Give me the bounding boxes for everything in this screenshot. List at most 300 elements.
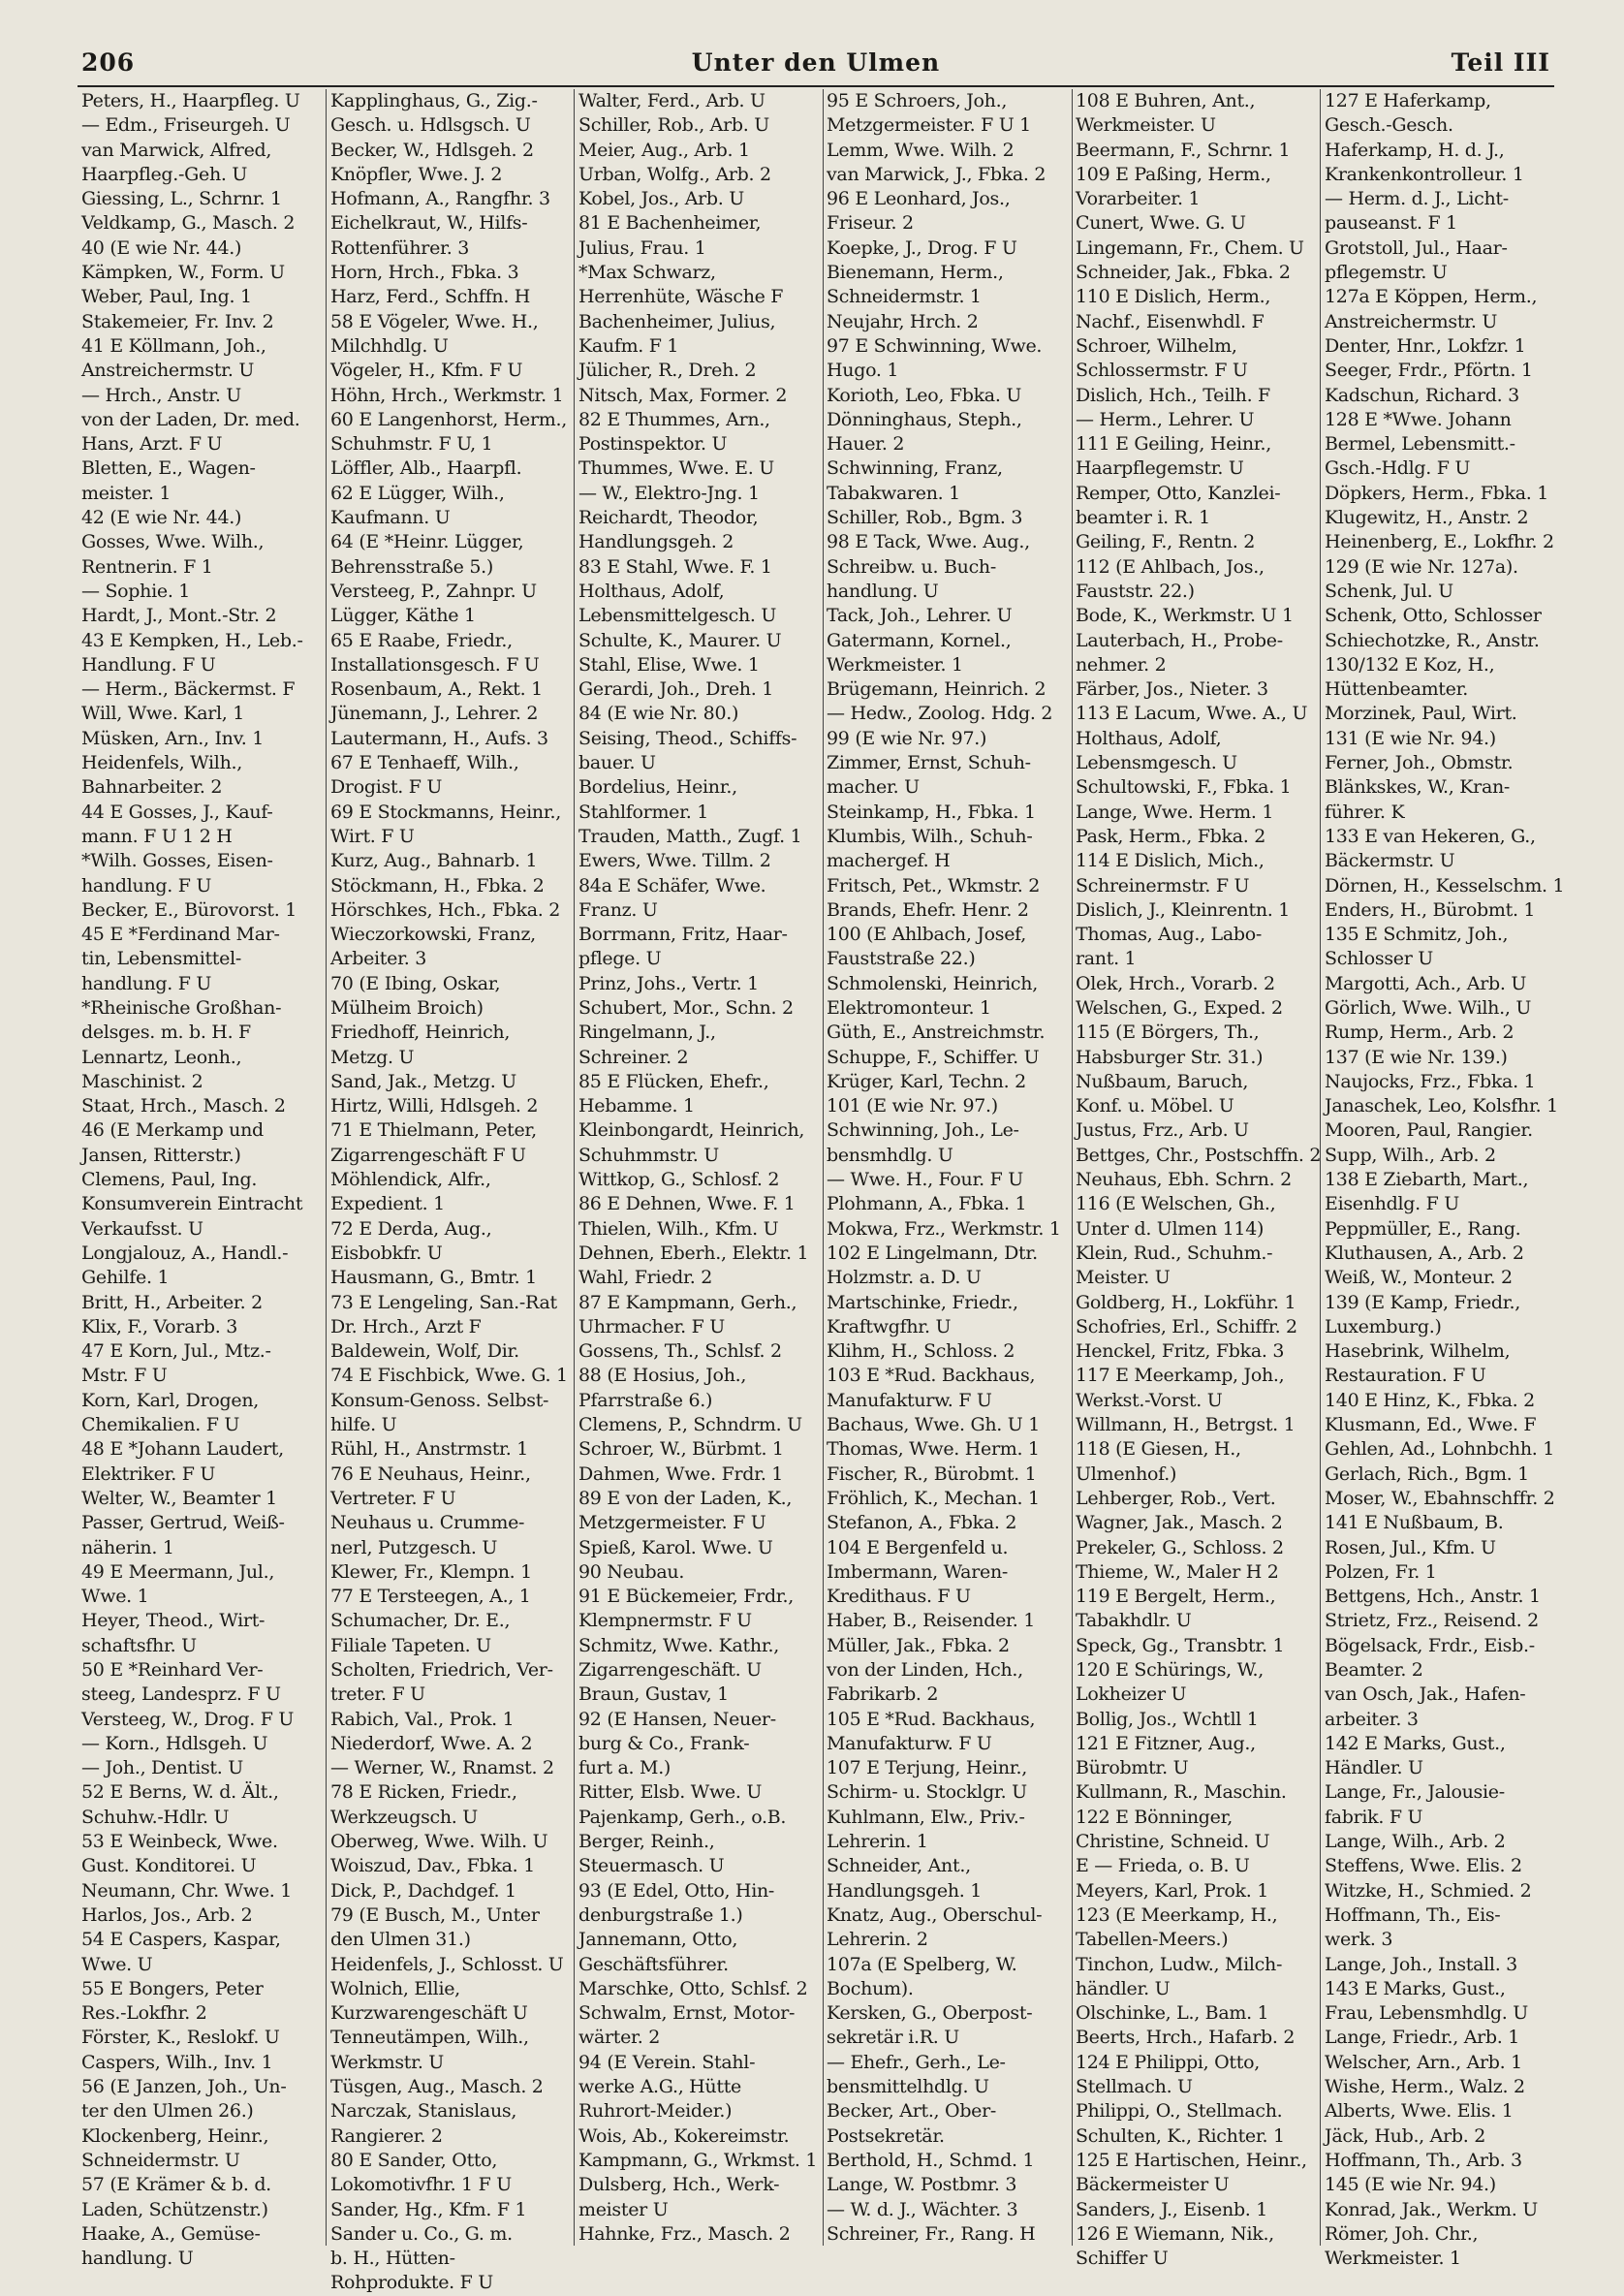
- directory-entry-line: Speck, Gg., Transbtr. 1: [1076, 1634, 1285, 1656]
- directory-entry-line: 90 Neubau.: [578, 1560, 685, 1583]
- directory-entry-line: Fröhlich, K., Mechan. 1: [827, 1487, 1040, 1509]
- directory-entry-line: 123 (E Meerkamp, H.,: [1076, 1903, 1278, 1926]
- directory-entry-line: Koepke, J., Drog. F U: [827, 236, 1017, 259]
- directory-entry-line: Metzg. U: [330, 1046, 415, 1068]
- directory-entry-line: Schmolenski, Heinrich,: [827, 972, 1038, 994]
- directory-entry-line: Hirtz, Willi, Hdlsgeh. 2: [330, 1095, 539, 1117]
- directory-entry-line: Lauterbach, H., Probe-: [1076, 629, 1283, 651]
- column-6: [1325, 89, 1565, 2270]
- directory-entry-line: 93 (E Edel, Otto, Hin-: [578, 1879, 775, 1902]
- directory-entry-line: 74 E Fischbick, Wwe. G. 1: [330, 1365, 568, 1387]
- directory-entry-line: Haarpfleg.-Geh. U: [81, 163, 248, 185]
- directory-entry-line: *Rheinische Großhan-: [81, 996, 282, 1019]
- directory-entry-line: burg & Co., Frank-: [578, 1732, 750, 1754]
- directory-entry-line: Jannemann, Otto,: [578, 1929, 738, 1951]
- directory-entry-line: 108 E Buhren, Ant.,: [1076, 90, 1256, 111]
- directory-entry-line: Oberweg, Wwe. Wilh. U: [330, 1831, 548, 1853]
- directory-entry-line: Thomas, Aug., Labo-: [1076, 924, 1263, 946]
- directory-entry-line: 139 (E Kamp, Friedr.,: [1325, 1291, 1520, 1313]
- column-5: [1076, 89, 1322, 2270]
- directory-entry-line: Postsekretär.: [827, 2124, 945, 2147]
- directory-entry-line: steeg, Landesprz. F U: [81, 1683, 281, 1706]
- directory-entry-line: Wieczorkowski, Franz,: [330, 924, 536, 946]
- directory-entry-line: Schumacher, Dr. E.,: [330, 1610, 511, 1632]
- directory-entry-line: Kleinbongardt, Heinrich,: [578, 1119, 805, 1142]
- directory-entry-line: Mooren, Paul, Rangier.: [1325, 1119, 1533, 1142]
- directory-entry-line: Hugo. 1: [827, 360, 899, 382]
- directory-entry-line: furt a. M.): [578, 1757, 671, 1779]
- directory-entry-line: Möhlendick, Alfr.,: [330, 1169, 491, 1191]
- directory-entry-line: pauseanst. F 1: [1325, 212, 1457, 235]
- directory-entry-line: — Sophie. 1: [81, 580, 191, 602]
- directory-entry-line: Werkmeister. 1: [827, 653, 963, 676]
- directory-entry-line: von der Laden, Dr. med.: [81, 408, 300, 430]
- directory-entry-line: hilfe. U: [330, 1414, 397, 1436]
- directory-entry-line: Rabich, Val., Prok. 1: [330, 1708, 515, 1730]
- directory-entry-line: Meister. U: [1076, 1267, 1171, 1289]
- directory-entry-line: 76 E Neuhaus, Heinr.,: [330, 1463, 531, 1485]
- directory-entry-line: — Herm. d. J., Licht-: [1325, 188, 1509, 210]
- directory-entry-line: 120 E Schürings, W.,: [1076, 1659, 1265, 1681]
- directory-entry-line: Versteeg, W., Drog. F U: [81, 1708, 295, 1730]
- directory-entry-line: Knatz, Aug., Oberschul-: [827, 1903, 1043, 1926]
- directory-entry-line: 84a E Schäfer, Wwe.: [578, 874, 766, 896]
- directory-entry-line: nehmer. 2: [1076, 653, 1167, 676]
- directory-entry-line: 40 (E wie Nr. 44.): [81, 236, 242, 259]
- directory-entry-line: Filiale Tapeten. U: [330, 1634, 491, 1656]
- directory-entry-line: Becker, Art., Ober-: [827, 2100, 997, 2123]
- directory-entry-line: 71 E Thielmann, Peter,: [330, 1119, 537, 1142]
- directory-entry-line: Dörnen, H., Kesselschm. 1: [1325, 874, 1565, 896]
- column-4: [827, 89, 1065, 2246]
- directory-entry-line: Hans, Arzt. F U: [81, 433, 223, 456]
- directory-entry-line: Behrensstraße 5.): [330, 555, 493, 578]
- directory-entry-line: Konsumverein Eintracht: [81, 1193, 303, 1215]
- directory-entry-line: Dislich, Hch., Teilh. F: [1076, 384, 1270, 406]
- directory-entry-line: Holthaus, Adolf,: [1076, 727, 1222, 749]
- directory-entry-line: den Ulmen 31.): [330, 1929, 471, 1951]
- directory-entry-line: Wois, Ab., Kokereimstr.: [578, 2124, 790, 2147]
- directory-entry-line: Margotti, Ach., Arb. U: [1325, 972, 1527, 994]
- directory-entry-line: Installationsgesch. F U: [330, 653, 540, 676]
- directory-entry-line: Christine, Schneid. U: [1076, 1831, 1270, 1853]
- directory-entry-line: Bollig, Jos., Wchtll 1: [1076, 1708, 1259, 1730]
- directory-entry-line: Gatermann, Kornel.,: [827, 629, 1012, 651]
- directory-entry-line: meister U: [578, 2198, 669, 2220]
- directory-entry-line: 103 E *Rud. Backhaus,: [827, 1365, 1036, 1387]
- directory-entry-line: Drogist. F U: [330, 776, 443, 799]
- directory-entry-line: Baldewein, Wolf, Dir.: [330, 1340, 519, 1363]
- page-title: Unter den Ulmen: [691, 48, 941, 77]
- directory-entry-line: Lokomotivfhr. 1 F U: [330, 2174, 512, 2196]
- directory-entry-line: Bochum).: [827, 1977, 914, 1999]
- directory-entry-line: Schwinning, Joh., Le-: [827, 1119, 1019, 1142]
- directory-entry-line: Welschen, G., Exped. 2: [1076, 996, 1283, 1019]
- directory-entry-line: — Werner, W., Rnamst. 2: [330, 1757, 554, 1779]
- directory-entry-line: Kluthausen, A., Arb. 2: [1325, 1242, 1524, 1264]
- directory-entry-line: Nußbaum, Baruch,: [1076, 1070, 1249, 1092]
- directory-entry-line: Wirt. F U: [330, 825, 415, 847]
- directory-entry-line: 47 E Korn, Jul., Mtz.-: [81, 1340, 271, 1363]
- directory-entry-line: Schiffer U: [1076, 2248, 1169, 2270]
- directory-entry-line: Geiling, F., Rentn. 2: [1076, 531, 1255, 553]
- directory-entry-line: Brands, Ehefr. Henr. 2: [827, 898, 1029, 921]
- directory-entry-line: Gesch. u. Hdlsgsch. U: [330, 114, 531, 137]
- directory-entry-line: Kadschun, Richard. 3: [1325, 384, 1519, 406]
- column-divider: [1320, 89, 1321, 2246]
- directory-entry-line: Müller, Jak., Fbka. 2: [827, 1634, 1010, 1656]
- directory-entry-line: handlung. U: [81, 2248, 194, 2270]
- directory-entry-line: Dislich, J., Kleinrentn. 1: [1076, 898, 1291, 921]
- column-3: [578, 89, 818, 2246]
- directory-entry-line: Rosenbaum, A., Rekt. 1: [330, 678, 543, 701]
- directory-entry-line: Klempnermstr. F U: [578, 1610, 752, 1632]
- directory-entry-line: Thomas, Wwe. Herm. 1: [827, 1438, 1040, 1461]
- directory-entry-line: beamter i. R. 1: [1076, 507, 1210, 529]
- directory-entry-line: Lennartz, Leonh.,: [81, 1046, 242, 1068]
- directory-entry-line: Mülheim Broich): [330, 996, 484, 1019]
- directory-entry-line: pflegemstr. U: [1325, 262, 1448, 284]
- directory-entry-line: Olek, Hrch., Vorarb. 2: [1076, 972, 1275, 994]
- directory-entry-line: Bienemann, Herm.,: [827, 262, 1004, 284]
- directory-entry-line: Görlich, Wwe. Wilh., U: [1325, 996, 1532, 1019]
- directory-entry-line: Grotstoll, Jul., Haar-: [1325, 236, 1508, 259]
- directory-entry-line: Rottenführer. 3: [330, 236, 469, 259]
- directory-entry-line: Braun, Gustav, 1: [578, 1683, 729, 1706]
- directory-entry-line: Heidenfels, J., Schlosst. U: [330, 1953, 564, 1975]
- directory-entry-line: Krankenkontrolleur. 1: [1325, 163, 1524, 185]
- directory-entry-line: Alberts, Wwe. Elis. 1: [1325, 2100, 1514, 2123]
- directory-entry-line: 55 E Bongers, Peter: [81, 1977, 264, 1999]
- directory-entry-line: 64 (E *Heinr. Lügger,: [330, 531, 524, 553]
- directory-entry-line: b. H., Hütten-: [330, 2248, 455, 2270]
- directory-entry-line: Naujocks, Frz., Fbka. 1: [1325, 1070, 1536, 1092]
- directory-entry-line: Heidenfels, Wilh.,: [81, 752, 242, 774]
- directory-entry-line: Becker, W., Hdlsgeh. 2: [330, 139, 534, 161]
- directory-entry-line: Wolnich, Ellie,: [330, 1977, 460, 1999]
- directory-entry-line: Sander, Hg., Kfm. F 1: [330, 2198, 527, 2220]
- directory-entry-line: Caspers, Wilh., Inv. 1: [81, 2051, 273, 2073]
- directory-entry-line: Hausmann, G., Bmtr. 1: [330, 1267, 537, 1289]
- directory-entry-line: Kraftwgfhr. U: [827, 1315, 952, 1337]
- directory-entry-line: Nitsch, Max, Former. 2: [578, 384, 788, 406]
- directory-entry-line: Ruhrort-Meider.): [578, 2100, 733, 2123]
- directory-entry-line: Neuhaus u. Crumme-: [330, 1512, 525, 1534]
- directory-entry-line: Schwalm, Ernst, Motor-: [578, 2002, 796, 2025]
- directory-entry-line: — Joh., Dentist. U: [81, 1757, 243, 1779]
- directory-entry-line: 118 (E Giesen, H.,: [1076, 1438, 1241, 1461]
- directory-entry-line: Steffens, Wwe. Elis. 2: [1325, 1855, 1522, 1877]
- directory-entry-line: 130/132 E Koz, H.,: [1325, 653, 1495, 676]
- directory-entry-line: 141 E Nußbaum, B.: [1325, 1512, 1504, 1534]
- directory-entry-line: 128 E *Wwe. Johann: [1325, 408, 1512, 430]
- directory-entry-line: Heinenberg, E., Lokfhr. 2: [1325, 531, 1554, 553]
- directory-entry-line: Spieß, Karol. Wwe. U: [578, 1536, 773, 1558]
- directory-entry-line: Konrad, Jak., Werkm. U: [1325, 2198, 1538, 2220]
- directory-entry-line: Reichardt, Theodor,: [578, 507, 759, 529]
- directory-entry-line: Giessing, L., Schrnr. 1: [81, 188, 282, 210]
- directory-entry-line: Hauer. 2: [827, 433, 905, 456]
- directory-entry-line: Frau, Lebensmhdlg. U: [1325, 2002, 1528, 2025]
- directory-entry-line: Förster, K., Reslokf. U: [81, 2027, 280, 2049]
- directory-entry-line: Weiß, W., Monteur. 2: [1325, 1267, 1513, 1289]
- directory-entry-line: Plohmann, A., Fbka. 1: [827, 1193, 1027, 1215]
- directory-entry-line: Lange, Friedr., Arb. 1: [1325, 2027, 1520, 2049]
- directory-entry-line: 133 E van Hekeren, G.,: [1325, 825, 1536, 847]
- directory-entry-line: Konsum-Genoss. Selbst-: [330, 1389, 549, 1411]
- directory-entry-line: Schuhw.-Hdlr. U: [81, 1806, 230, 1828]
- directory-entry-line: ter den Ulmen 26.): [81, 2100, 254, 2123]
- directory-entry-line: Holthaus, Adolf,: [578, 580, 725, 602]
- directory-entry-line: Tabellen-Meers.): [1076, 1929, 1229, 1951]
- page-header: [78, 48, 1554, 87]
- directory-entry-line: Hörschkes, Hch., Fbka. 2: [330, 898, 561, 921]
- directory-entry-line: Julius, Frau. 1: [578, 236, 706, 259]
- directory-entry-line: Schiller, Rob., Bgm. 3: [827, 507, 1023, 529]
- directory-entry-line: van Marwick, Alfred,: [81, 139, 272, 161]
- directory-entry-line: Klix, F., Vorarb. 3: [81, 1315, 238, 1337]
- directory-entry-line: 125 E Hartischen, Heinr.,: [1076, 2149, 1307, 2171]
- directory-entry-line: 116 (E Welschen, Gh.,: [1076, 1193, 1276, 1215]
- directory-entry-line: Bürobmtr. U: [1076, 1757, 1189, 1779]
- directory-entry-line: Uhrmacher. F U: [578, 1315, 725, 1337]
- directory-entry-line: Lehrerin. 1: [827, 1831, 928, 1853]
- directory-entry-line: *Max Schwarz,: [578, 262, 716, 284]
- directory-entry-line: 99 (E wie Nr. 97.): [827, 727, 987, 749]
- directory-entry-line: handlung. U: [827, 580, 939, 602]
- directory-entry-line: Longjalouz, A., Handl.-: [81, 1242, 289, 1264]
- directory-entry-line: Klihm, H., Schloss. 2: [827, 1340, 1015, 1363]
- directory-entry-line: 89 E von der Laden, K.,: [578, 1487, 793, 1509]
- directory-entry-line: 111 E Geiling, Heinr.,: [1076, 433, 1271, 456]
- column-divider: [1072, 89, 1073, 2246]
- directory-entry-line: Thummes, Wwe. E. U: [578, 457, 774, 480]
- directory-entry-line: Dönninghaus, Steph.,: [827, 408, 1022, 430]
- directory-entry-line: 56 (E Janzen, Joh., Un-: [81, 2076, 287, 2098]
- directory-entry-line: Niederdorf, Wwe. A. 2: [330, 1732, 533, 1754]
- directory-entry-line: Neuhaus, Ebh. Schrn. 2: [1076, 1169, 1292, 1191]
- directory-entry-line: Marschke, Otto, Schlsf. 2: [578, 1977, 808, 1999]
- directory-entry-line: Bettgens, Hch., Anstr. 1: [1325, 1586, 1541, 1608]
- directory-entry-line: 140 E Hinz, K., Fbka. 2: [1325, 1389, 1535, 1411]
- directory-entry-line: rant. 1: [1076, 948, 1137, 970]
- directory-entry-line: Welscher, Arn., Arb. 1: [1325, 2051, 1522, 2073]
- directory-entry-line: 82 E Thummes, Arn.,: [578, 408, 770, 430]
- directory-entry-line: Welter, W., Beamter 1: [81, 1487, 277, 1509]
- directory-entry-line: Horn, Hrch., Fbka. 3: [330, 262, 519, 284]
- directory-entry-line: Lange, W. Postbmr. 3: [827, 2174, 1017, 2196]
- directory-entry-line: Jünemann, J., Lehrer. 2: [330, 703, 539, 725]
- directory-entry-line: 115 (E Börgers, Th.,: [1076, 1022, 1260, 1044]
- directory-entry-line: Kullmann, R., Maschin.: [1076, 1781, 1287, 1804]
- directory-entry-line: Lange, Wilh., Arb. 2: [1325, 1831, 1506, 1853]
- directory-entry-line: 85 E Flücken, Ehefr.,: [578, 1070, 769, 1092]
- directory-entry-line: Heyer, Theod., Wirt-: [81, 1610, 265, 1632]
- directory-entry-line: Schlossermstr. F U: [1076, 360, 1248, 382]
- directory-entry-line: Wwe. 1: [81, 1586, 149, 1608]
- directory-entry-line: Lokheizer U: [1076, 1683, 1187, 1706]
- directory-entry-line: Will, Wwe. Karl, 1: [81, 703, 245, 725]
- directory-entry-line: 102 E Lingelmann, Dtr.: [827, 1242, 1038, 1264]
- directory-entry-line: — Edm., Friseurgeh. U: [81, 114, 291, 137]
- directory-entry-line: 77 E Tersteegen, A., 1: [330, 1586, 531, 1608]
- directory-entry-line: Verkaufsst. U: [81, 1217, 203, 1240]
- directory-entry-line: *Wilh. Gosses, Eisen-: [81, 850, 273, 872]
- directory-entry-line: 73 E Lengeling, San.-Rat: [330, 1291, 557, 1313]
- directory-entry-line: 122 E Bönninger,: [1076, 1806, 1234, 1828]
- directory-entry-line: Rühl, H., Anstrmstr. 1: [330, 1438, 529, 1461]
- directory-entry-line: Brügemann, Heinrich. 2: [827, 678, 1046, 701]
- directory-entry-line: Werkmeister. 1: [1325, 2248, 1461, 2270]
- directory-entry-line: Dulsberg, Hch., Werk-: [578, 2174, 780, 2196]
- directory-entry-line: Dick, P., Dachdgef. 1: [330, 1879, 516, 1902]
- column-1: [81, 89, 318, 2270]
- directory-entry-line: Bäckermstr. U: [1325, 850, 1455, 872]
- directory-entry-line: Supp, Wilh., Arb. 2: [1325, 1144, 1496, 1166]
- directory-entry-line: Bahnarbeiter. 2: [81, 776, 223, 799]
- directory-entry-line: fabrik. F U: [1325, 1806, 1423, 1828]
- directory-entry-line: Stahlformer. 1: [578, 801, 709, 823]
- directory-entry-line: Schiechotzke, R., Anstr.: [1325, 629, 1540, 651]
- directory-entry-line: Wagner, Jak., Masch. 2: [1076, 1512, 1283, 1534]
- directory-entry-line: Elektromonteur. 1: [827, 996, 991, 1019]
- directory-entry-line: Eichelkraut, W., Hilfs-: [330, 212, 528, 235]
- directory-entry-line: Kredithaus. F U: [827, 1586, 971, 1608]
- directory-entry-line: Prekeler, G., Schloss. 2: [1076, 1536, 1284, 1558]
- directory-entry-line: Gsch.-Hdlg. F U: [1325, 457, 1471, 480]
- directory-entry-line: Urban, Wolfg., Arb. 2: [578, 163, 771, 185]
- directory-entry-line: Neumann, Chr. Wwe. 1: [81, 1879, 293, 1902]
- directory-entry-line: 60 E Langenhorst, Herm.,: [330, 408, 567, 430]
- directory-entry-line: Zimmer, Ernst, Schuh-: [827, 752, 1031, 774]
- directory-entry-line: Schreiner, Fr., Rang. H: [827, 2222, 1036, 2245]
- directory-entry-line: 114 E Dislich, Mich.,: [1076, 850, 1265, 872]
- directory-entry-line: Weber, Paul, Ing. 1: [81, 286, 252, 308]
- directory-entry-line: Ringelmann, J.,: [578, 1022, 716, 1044]
- directory-entry-line: 131 (E wie Nr. 94.): [1325, 727, 1496, 749]
- directory-entry-line: 50 E *Reinhard Ver-: [81, 1659, 264, 1681]
- directory-entry-line: Gesch.-Gesch.: [1325, 114, 1453, 137]
- directory-entry-line: Gerardi, Joh., Dreh. 1: [578, 678, 774, 701]
- directory-entry-line: Ewers, Wwe. Tillm. 2: [578, 850, 771, 872]
- directory-entry-line: Henckel, Fritz, Fbka. 3: [1076, 1340, 1285, 1363]
- directory-entry-line: — Korn., Hdlsgeh. U: [81, 1732, 268, 1754]
- directory-entry-line: 145 (E wie Nr. 94.): [1325, 2174, 1496, 2196]
- directory-entry-line: Schroer, W., Bürbmt. 1: [578, 1438, 784, 1461]
- directory-entry-line: Neujahr, Hrch. 2: [827, 310, 979, 332]
- directory-entry-line: 98 E Tack, Wwe. Aug.,: [827, 531, 1030, 553]
- directory-entry-line: Hüttenbeamter.: [1325, 678, 1469, 701]
- directory-entry-line: van Osch, Jak., Hafen-: [1325, 1683, 1526, 1706]
- directory-entry-line: — Herm., Lehrer. U: [1076, 408, 1255, 430]
- directory-entry-line: Müsken, Arn., Inv. 1: [81, 727, 265, 749]
- directory-entry-line: Schubert, Mor., Schn. 2: [578, 996, 794, 1019]
- directory-entry-line: 53 E Weinbeck, Wwe.: [81, 1831, 278, 1853]
- directory-entry-line: Zigarrengeschäft F U: [330, 1144, 526, 1166]
- directory-entry-line: Händler. U: [1325, 1757, 1423, 1779]
- directory-entry-line: Klockenberg, Heinr.,: [81, 2124, 269, 2147]
- column-divider: [574, 89, 575, 2246]
- directory-entry-line: Werkmstr. U: [330, 2051, 445, 2073]
- directory-entry-line: Schwinning, Franz,: [827, 457, 1003, 480]
- directory-entry-line: 110 E Dislich, Herm.,: [1076, 286, 1271, 308]
- directory-entry-line: Stahl, Elise, Wwe. 1: [578, 653, 760, 676]
- directory-entry-line: 69 E Stockmanns, Heinr.,: [330, 801, 562, 823]
- directory-entry-line: Stöckmann, H., Fbka. 2: [330, 874, 545, 896]
- directory-entry-line: Laden, Schützenstr.): [81, 2198, 268, 2220]
- directory-entry-line: Janaschek, Leo, Kolsfhr. 1: [1325, 1095, 1558, 1117]
- directory-entry-line: Färber, Jos., Nieter. 3: [1076, 678, 1268, 701]
- directory-entry-line: Kersken, G., Oberpost-: [827, 2002, 1033, 2025]
- directory-entry-line: Fauststraße 22.): [827, 948, 976, 970]
- directory-entry-line: Holzmstr. a. D. U: [827, 1267, 982, 1289]
- directory-entry-line: Lange, Fr., Jalousie-: [1325, 1781, 1505, 1804]
- directory-entry-line: Rump, Herm., Arb. 2: [1325, 1022, 1515, 1044]
- directory-entry-line: Schreinermstr. F U: [1076, 874, 1250, 896]
- directory-entry-line: Beermann, F., Schrnr. 1: [1076, 139, 1291, 161]
- directory-entry-line: 43 E Kempken, H., Leb.-: [81, 629, 303, 651]
- directory-entry-line: Milchhdlg. U: [330, 334, 449, 357]
- directory-entry-line: Haferkamp, H. d. J.,: [1325, 139, 1505, 161]
- directory-entry-line: 48 E *Johann Laudert,: [81, 1438, 284, 1461]
- directory-entry-line: Narczak, Stanislaus,: [330, 2100, 517, 2123]
- directory-entry-line: Mstr. F U: [81, 1365, 168, 1387]
- directory-entry-line: Goldberg, H., Lokführ. 1: [1076, 1291, 1296, 1313]
- directory-entry-line: Kampmann, G., Wrkmst. 1: [578, 2149, 818, 2171]
- directory-entry-line: handlung. F U: [81, 972, 212, 994]
- directory-entry-line: Vögeler, H., Kfm. F U: [330, 360, 523, 382]
- directory-entry-line: 54 E Caspers, Kaspar,: [81, 1929, 281, 1951]
- directory-entry-line: denburgstraße 1.): [578, 1903, 743, 1926]
- directory-entry-line: Wwe. U: [81, 1953, 153, 1975]
- directory-entry-line: 113 E Lacum, Wwe. A., U: [1076, 703, 1308, 725]
- directory-entry-line: Friseur. 2: [827, 212, 914, 235]
- directory-entry-line: Gerlach, Rich., Bgm. 1: [1325, 1463, 1529, 1485]
- directory-entry-line: Lehrerin. 2: [827, 1929, 928, 1951]
- directory-entry-line: Korioth, Leo, Fbka. U: [827, 384, 1022, 406]
- page-number: 206: [81, 48, 136, 77]
- directory-entry-line: sekretär i.R. U: [827, 2027, 959, 2049]
- directory-entry-line: Korn, Karl, Drogen,: [81, 1389, 260, 1411]
- directory-entry-line: Lehberger, Rob., Vert.: [1076, 1487, 1276, 1509]
- directory-entry-line: 41 E Köllmann, Joh.,: [81, 334, 266, 357]
- directory-entry-line: Knöpfler, Wwe. J. 2: [330, 163, 503, 185]
- directory-entry-line: Klein, Rud., Schuhm.-: [1076, 1242, 1273, 1264]
- directory-entry-line: Lingemann, Fr., Chem. U: [1076, 236, 1304, 259]
- directory-entry-line: Zigarrengeschäft. U: [578, 1659, 762, 1681]
- directory-entry-line: Lemm, Wwe. Wilh. 2: [827, 139, 1015, 161]
- directory-entry-line: Staat, Hrch., Masch. 2: [81, 1095, 286, 1117]
- directory-entry-line: Passer, Gertrud, Weiß-: [81, 1512, 285, 1534]
- directory-entry-line: Woiszud, Dav., Fbka. 1: [330, 1855, 535, 1877]
- directory-entry-line: Borrmann, Fritz, Haar-: [578, 924, 788, 946]
- directory-entry-line: — W. d. J., Wächter. 3: [827, 2198, 1018, 2220]
- directory-entry-line: Schultowski, F., Fbka. 1: [1076, 776, 1292, 799]
- directory-entry-line: Rentnerin. F 1: [81, 555, 213, 578]
- directory-entry-line: Veldkamp, G., Masch. 2: [81, 212, 296, 235]
- directory-entry-line: Schroer, Wilhelm,: [1076, 334, 1237, 357]
- directory-entry-line: Habsburger Str. 31.): [1076, 1046, 1264, 1068]
- directory-entry-line: Löffler, Alb., Haarpfl.: [330, 457, 522, 480]
- directory-entry-line: Jansen, Ritterstr.): [81, 1144, 241, 1166]
- directory-entry-line: Martschinke, Friedr.,: [827, 1291, 1018, 1313]
- directory-entry-line: Schiller, Rob., Arb. U: [578, 114, 769, 137]
- directory-entry-line: Tenneutämpen, Wilh.,: [330, 2027, 529, 2049]
- directory-entry-line: Ritter, Elsb. Wwe. U: [578, 1781, 763, 1804]
- directory-entry-line: Hebamme. 1: [578, 1095, 695, 1117]
- directory-entry-line: Sand, Jak., Metzg. U: [330, 1070, 516, 1092]
- directory-entry-line: Klewer, Fr., Klempn. 1: [330, 1560, 532, 1583]
